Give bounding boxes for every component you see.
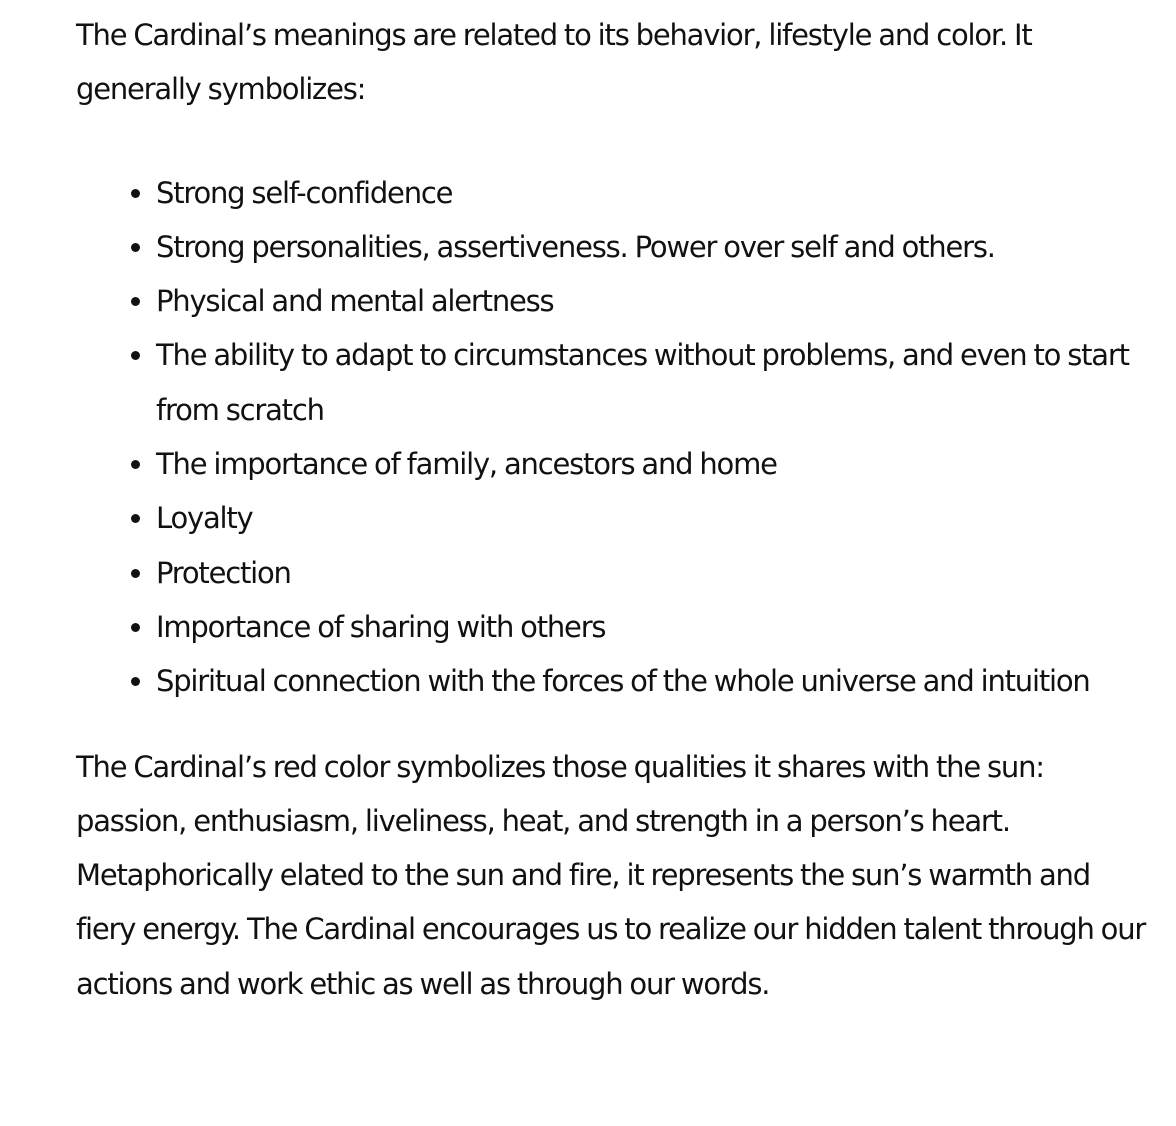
list-item: • The importance of family, ancestors and home [156,437,1156,491]
list-item: • Loyalty [156,491,1156,545]
list-item: • Spiritual connection with the forces of the whole universe and intuition [156,654,1156,708]
red-color-paragraph: The Cardinal’s red color symbolizes those qualities it shares with the sun: passion, enthusiasm, liveliness, heat, and strength in a person’s heart. Metaphorically elated to the sun and fire, it represents the sun’s warmth and fiery energy. The Cardinal encourages us to realize our hidden talent through our actions and work ethic as well as through our words. [76,749,1146,1001]
intro-paragraph: The Cardinal’s meanings are related to its behavior, lifestyle and color. It generally symbolizes: [76,18,1032,107]
list-item: • Physical and mental alertness [156,274,1156,328]
list-item: • Importance of sharing with others [156,600,1156,654]
symbolism-list [76,166,1156,709]
list-item: • Protection [156,546,1156,600]
list-item: • Strong personalities, assertiveness. Power over self and others. [156,220,1156,274]
list-item: • Strong self-confidence [156,166,1156,220]
list-item: • The ability to adapt to circumstances without problems, and even to start from scratch [156,328,1156,437]
article-body [76,8,1156,1011]
